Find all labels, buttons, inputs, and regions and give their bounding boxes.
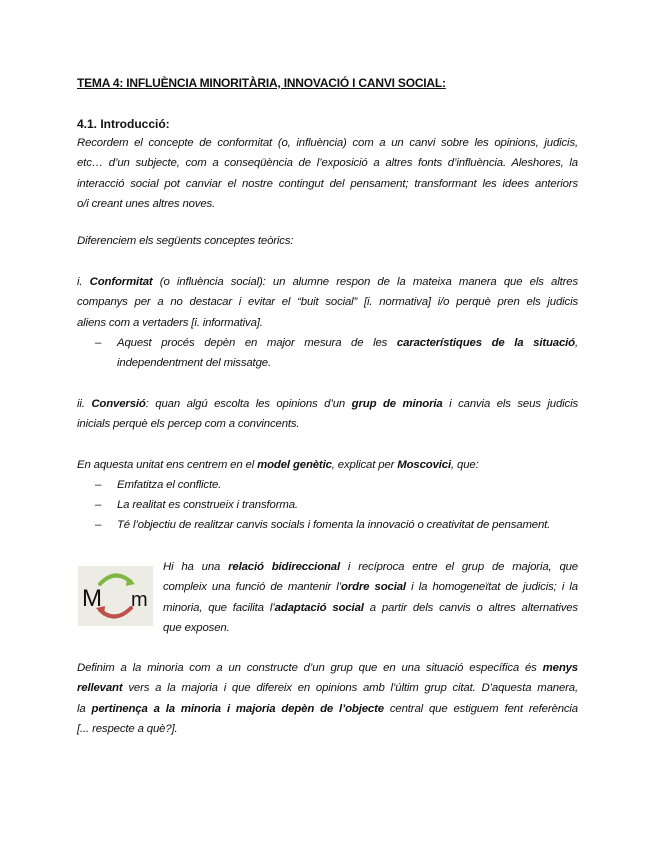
intro-paragraph	[77, 133, 578, 215]
cycle-arrows-icon	[78, 566, 153, 626]
dash-bullet: –	[95, 519, 102, 531]
list-item: – Aquest procés depèn en major mesura de les característiques de la situació, independentment del missatge.	[95, 333, 578, 374]
majority-minority-logo	[78, 566, 153, 626]
page-title: TEMA 4: INFLUÈNCIA MINORITÀRIA, INNOVACIÓ I CANVI SOCIAL:	[77, 76, 446, 90]
list-item: – La realitat es construeix i transforma.	[95, 495, 578, 515]
term-conversio: Conversió	[91, 398, 146, 410]
dash-bullet: –	[95, 499, 102, 511]
letter-M: M	[82, 585, 102, 612]
intro-line: interacció social pot canviar el nostre contingut del pensament; transformant les idees anteriors	[77, 177, 578, 190]
dash-bullet: –	[95, 479, 102, 491]
conformitat-paragraph: i. Conformitat (o influència social): un alumne respon de la mateixa manera que els altres companys per a no destacar i evitar el “buit social” [i. normativa] i/o perquè pren els judicis aliens com a vertaders [i. informativa].	[77, 276, 578, 329]
list-item: – Té l’objectiu de realitzar canvis socials i fomenta la innovació o creativitat de pensament.	[95, 515, 578, 535]
conversio-paragraph: ii. Conversió: quan algú escolta les opinions d’un grup de minoria i canvia els seus judicis inicials perquè els percep com a convincents.	[77, 398, 578, 431]
intro-line: o/i creant unes altres noves.	[77, 198, 216, 211]
intro-line: Recordem el concepte de conformitat (o, influència) com a un canvi sobre les opinions, judicis,	[77, 137, 578, 149]
dash-bullet: –	[95, 337, 102, 349]
definim-paragraph: Definim a la minoria com a un constructe d’un grup que en una situació específica és menys rellevant vers a la majoria i que difereix en opinions amb l’últim grup citat. D’aquesta manera, la pertinença a la minoria i majoria depèn de l’objecte central que estiguem fent referència [... respecte a què?].	[77, 662, 578, 736]
section-heading: 4.1. Introducció:	[77, 117, 170, 131]
term-conformitat: Conformitat	[89, 276, 153, 288]
relacio-paragraph: Hi ha una relació bidireccional i recíproca entre el grup de majoria, que compleix una funció de mantenir l’ordre social i la homogeneïtat de judicis; i la minoria, que facilita l’adaptació social a partir dels canvis o altres alternatives que exposen.	[163, 561, 578, 635]
list-item: – Emfatitza el conflicte.	[95, 475, 578, 495]
concepts-intro: Diferenciem els següents conceptes teòrics:	[77, 235, 294, 247]
letter-m: m	[131, 589, 148, 611]
model-paragraph: En aquesta unitat ens centrem en el model genètic, explicat per Moscovici, que:	[77, 459, 479, 471]
intro-line: etc… d’un subjecte, com a conseqüència de l’exposició a altres fonts d’influència. Aleshores, la	[77, 157, 578, 170]
